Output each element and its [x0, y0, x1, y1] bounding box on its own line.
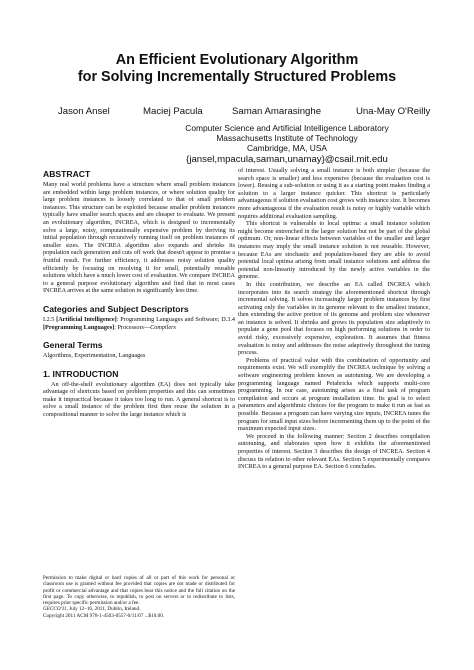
- right-column: [238, 167, 430, 471]
- author-name: Saman Amarasinghe: [232, 106, 322, 117]
- affiliation: [0, 123, 474, 165]
- venue-details: July 12–16, 2011, Dublin, Ireland.: [67, 606, 141, 613]
- author-name: Maciej Pacula: [143, 106, 203, 117]
- body-paragraph: Problems of practical value with this combination of opportunity and requirements exist. We will exemplify the INCREA technique by solving a software engineering problem known as autotuning. We are developing a programming language named Petabricks which supports multi-core programming. In our case, autotuning arises as a final task of program compilation and occurs at program installation time. Its goal is to select parameters and algorithmic choices for the program to make it run as fast as possible. Because a program can have varying size inputs, INCREA tunes the program for small input sizes before incrementing them up to the point of the maximum expected input sizes.: [238, 356, 430, 433]
- categories-text: [43, 316, 235, 331]
- affiliation-line: Cambridge, MA, USA: [246, 143, 328, 154]
- category-text: : Processors—: [114, 323, 151, 331]
- copyright-line: Copyright 2011 ACM 978-1-4503-0557-0/11/07 ...$10.00.: [43, 612, 165, 619]
- category-title: [Programming Languages]: [43, 323, 115, 331]
- category-text: : Programming Languages and Software; D.3.4: [116, 315, 236, 323]
- title-line-1: An Efficient Evolutionary Algorithm: [115, 52, 359, 68]
- copyright-notice: [43, 575, 235, 619]
- permission-text: Permission to make digital or hard copies of all or part of this work for personal or classroom use is granted without fee provided that copies are not made or distributed for profit or commercial advantage and that copies bear this notice and the full citation on the first page. To copy otherwise, to republish, to post on servers or to redistribute to lists, requires prior specific permission and/or a fee.: [43, 575, 235, 607]
- general-terms-heading: General Terms: [43, 340, 103, 351]
- author-name: Una-May O'Reilly: [356, 106, 431, 117]
- title-line-2: for Solving Incrementally Structured Problems: [77, 69, 397, 86]
- author-list: [0, 106, 474, 120]
- body-paragraph: We proceed in the following manner: Section 2 describes compilation autotuning, and elaborates upon how it exhibits the aforementioned properties of interest. Section 3 describes the design of INCREA. Section 4 discuss its relation to other relevant EAs. Section 5 experimentally compares INCREA to a general purpose EA. Section 6 concludes.: [238, 432, 430, 471]
- introduction-heading: 1. INTRODUCTION: [43, 368, 119, 379]
- body-paragraph: In this contribution, we describe an EA called INCREA which incorporates into its search strategy the aforementioned shortcut through incremental solving. It solves increasingly larger problem instances by first activating only the variables in its genome relevant to the smallest instance, then extending the active portion of its genome and problem size whenever an instance is solved. It shrinks and grows its population size adaptively to populate a gene pool that focuses on high performing solutions in order to avoid risky, excessively expensive, exploration. It assumes that fitness evaluation is noisy and addresses the noise adaptively throughout the tuning process.: [238, 280, 430, 357]
- general-terms-text: Algorithms, Experimentation, Languages: [43, 352, 146, 360]
- affiliation-line: Computer Science and Artificial Intelligence Laboratory: [185, 123, 389, 133]
- author-name: Jason Ansel: [58, 106, 110, 117]
- category-title: [Artificial Intelligence]: [56, 315, 117, 323]
- body-paragraph: of interest. Usually solving a small instance is both simpler (because the search space is smaller) and less expensive (because the evaluation cost is lower). Reusing a sub-solution or using it as a starting point makes finding a solution to a larger instance quicker. This shortcut is particularly advantageous if solution evaluation cost grows with instance size. It becomes more advantageous if the evaluation result is noisy or highly variable which requires additional evaluation sampling.: [238, 167, 430, 220]
- venue-name: GECCO'11,: [43, 606, 68, 613]
- abstract-heading: ABSTRACT: [43, 169, 91, 179]
- category-id: I.2.5: [43, 315, 55, 323]
- categories-heading: Categories and Subject Descriptors: [43, 303, 189, 314]
- category-subtitle: Compilers: [150, 323, 176, 331]
- paper-title: [30, 52, 444, 86]
- abstract-text: Many real world problems have a structure where small problem instances are embedded within large problem instances, or where solution quality for large problem instances is loosely correlated to that of small problem instances. This structure can be exploited because smaller problem instances typically have smaller search spaces and are cheaper to evaluate. We present an evolutionary algorithm, INCREA, which is designed to incrementally solve a large, noisy, computationally expensive problem by deriving its initial population through recursively running itself on problem instances of smaller sizes. The INCREA algorithm also expands and shrinks its population each generation and cuts off work that doesn't appear to promise a fruitful result. For further efficiency, it addresses noisy solution quality efficiently by focusing on resolving it for small, potentially reusable solutions which have a much lower cost of evaluation. We compare INCREA to a general purpose evolutionary algorithm and find that in most cases INCREA arrives at the same solution in significantly less time.: [43, 181, 235, 295]
- affiliation-line: Massachusetts Institute of Technology: [216, 133, 358, 144]
- body-paragraph: This shortcut is vulnerable to local optima: a small instance solution might become entrenched in the larger solution but not be part of the global optimum. Or, non-linear effects between variables of the smaller and larger instances may imply the small instance solution is not reusable. However, because EAs are stochastic and population-based they are able to avoid potential local optima arising from small instance solutions and address the potential non-linearity introduced by the newly active variables in the genome.: [238, 220, 430, 281]
- author-emails: {jansel,mpacula,saman,unamay}@csail.mit.edu: [186, 153, 388, 165]
- introduction-text: An off-the-shelf evolutionary algorithm (EA) does not typically take advantage of shortcuts based on problem properties and this can sometimes make it impractical because it takes too long to run. A general shortcut is to solve a small instance of the problem first then reuse the solution in a compositional manner to solve the large instance which is: [43, 380, 235, 419]
- left-column: [43, 169, 235, 419]
